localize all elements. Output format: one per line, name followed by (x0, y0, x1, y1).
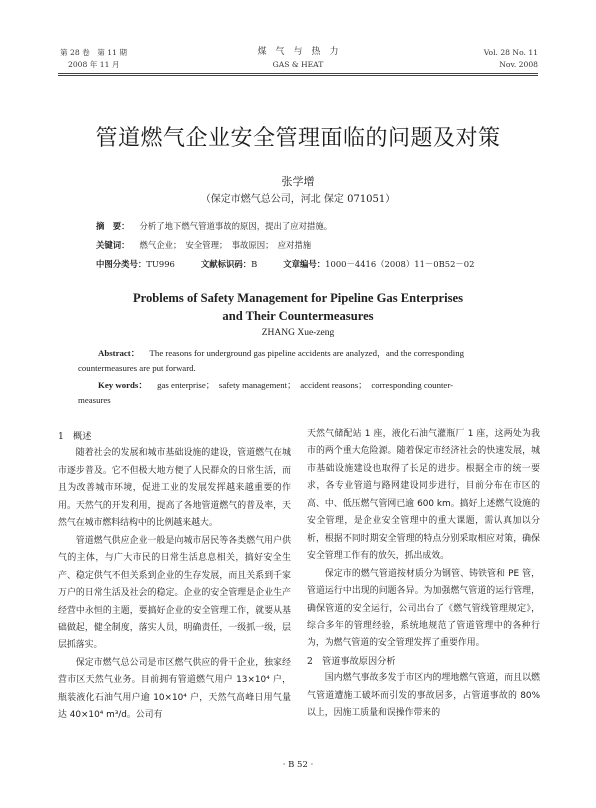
clc-value: TU996 (146, 259, 175, 269)
header-rule-thin (58, 75, 538, 76)
section2-heading: 2 管道事故原因分析 (307, 655, 396, 667)
clc-label: 中图分类号： (96, 259, 147, 269)
affiliation-cn: （保定市燃气总公司，河北 保定 071051） (200, 194, 396, 205)
journal-name-en: GAS & HEAT (272, 60, 324, 69)
abstract-cn (96, 220, 332, 233)
journal-name-cn: 煤 气 与 热 力 (257, 47, 339, 57)
abstract-en-line1 (98, 346, 464, 360)
header-volume: 第 28 卷 第 11 期 (60, 48, 127, 57)
paragraph-2: 管道燃气供应企业一般是向城市居民等各类燃气用户供气的主体，与广大市民的日常生活息息相关，搞好安全生产、稳定供气不但关系到企业的生存发展，而且关系到千家万户的日常生活及社会的稳定。企业的安全管理是企业生产经营中永恒的主题，要搞好企业的安全管理工作，就要从基础做起，健全制度，落实人员，明确责任，一级抓一级，层层抓落实。 (58, 535, 291, 651)
doc-code-label: 文献标识码： (200, 259, 252, 269)
header-date-en: Nov. 2008 (499, 60, 538, 69)
section1-heading: 1 概述 (58, 431, 92, 442)
paragraph-5: 国内燃气事故多发于市区内的埋地燃气管道，而且以燃气管道遭施工破坏而引发的事故居多，占管道事故的 80% 以上，因施工质量和误操作带来的 (307, 673, 540, 719)
keywords-en-line2: measures (78, 395, 111, 405)
body-right-column (307, 426, 540, 723)
header-rule (58, 73, 538, 74)
article-no-value: 1000－4416（2008）11－0B52－02 (325, 259, 475, 269)
keywords-en-line1 (98, 378, 453, 392)
body-left-column (58, 428, 291, 725)
header-volume-en: Vol. 28 No. 11 (483, 48, 538, 57)
abstract-cn-text: 分析了地下燃气管道事故的原因，提出了应对措施。 (139, 221, 333, 231)
page-number: · B 52 · (282, 760, 314, 770)
classification-line (96, 258, 474, 271)
keywords-cn (96, 239, 311, 252)
keywords-en-text1: gas enterprise； safety management； accident reasons； corresponding counter- (157, 380, 453, 390)
english-title-line2: and Their Countermeasures (222, 309, 374, 323)
abstract-en-label: Abstract： (98, 348, 140, 358)
author-cn: 张学增 (281, 175, 315, 188)
paragraph-3-continued: 天然气储配站 1 座，液化石油气灌瓶厂 1 座，这两处为我市的两个重大危险源。随着保定市经济社会的快速发展，城市基础设施建设也取得了长足的进步。根据全市的统一要求，各专业管道与路网建设同步进行，目前分布在市区的高、中、低压燃气管网已逾 600 km。搞好上述燃气设施的安全管理，是企业安全管理中的重大课题，需认真加以分析，根据不同时期安全管理的特点分别采取相应对策，确保安全管理工作有的放矢，抓出成效。 (307, 429, 540, 562)
abstract-cn-label: 摘 要： (96, 221, 130, 231)
page-title: 管道燃气企业安全管理面临的问题及对策 (95, 126, 501, 151)
header-date: 2008 年 11 月 (68, 60, 120, 69)
paragraph-4: 保定市的燃气管道按材质分为钢管、铸铁管和 PE 管，管道运行中出现的问题各异。为加强燃气管道的运行管理，确保管道的安全运行，公司出台了《燃气管线管理规定》，综合多年的管理经验，系统地规范了管道管理中的各种行为，为燃气管道的安全管理发挥了重要作用。 (307, 568, 540, 649)
keywords-cn-label: 关键词： (96, 240, 130, 250)
paragraph-3: 保定市燃气总公司是市区燃气供应的骨干企业，独家经营市区天然气业务。目前拥有管道燃气用户 13×10⁴ 户，瓶装液化石油气用户逾 10×10⁴ 户，天然气高峰日用气量达 40×10⁴ m³/d。公司有 (58, 657, 291, 721)
paragraph-1: 随着社会的发展和城市基础设施的建设，管道燃气在城市逐步普及。它不但极大地方便了人民群众的日常生活，而且为改善城市环境，促进工业的发展发挥越来越重要的作用。天然气的开发利用，提高了各地管道燃气的普及率，天然气在城市燃料结构中的比例越来越大。 (58, 448, 291, 529)
english-title-line1: Problems of Safety Management for Pipeline Gas Enterprises (132, 291, 464, 305)
abstract-en-text1: The reasons for underground gas pipeline accidents are analyzed，and the corresponding (149, 348, 465, 358)
keywords-en-label: Key words： (98, 380, 148, 390)
abstract-en-line2: countermeasures are put forward. (78, 363, 196, 373)
author-en: ZHANG Xue-zeng (261, 328, 335, 338)
keywords-cn-text: 燃气企业； 安全管理； 事故原因； 应对措施 (139, 240, 312, 250)
article-no-label: 文章编号： (283, 259, 326, 269)
doc-code-value: B (251, 259, 258, 269)
